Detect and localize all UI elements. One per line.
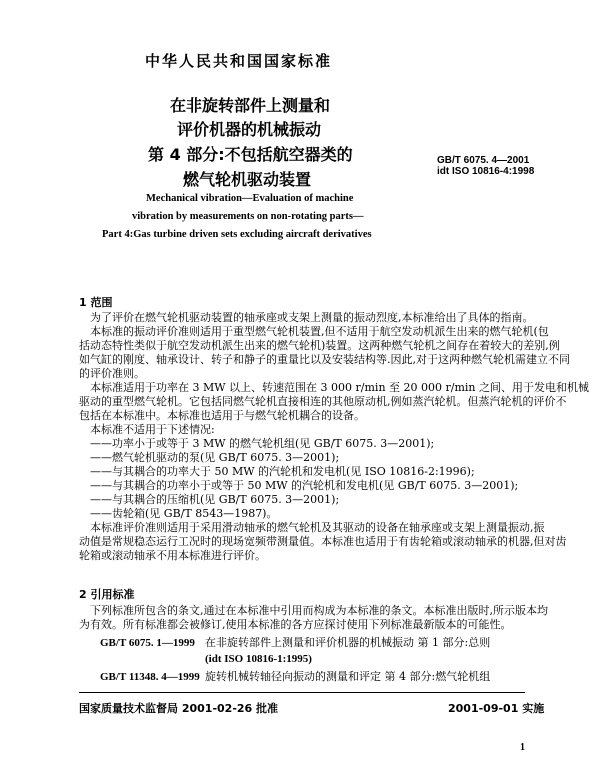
footer-divider — [79, 692, 525, 693]
title-en-line: Mechanical vibration—Evaluation of machine — [146, 193, 354, 204]
paragraph-line: 本标准适用于功率在 3 MW 以上、转速范围在 3 000 r/min 至 20 000 r/min 之间、用于发电和机械 — [90, 381, 590, 394]
list-item: ——功率小于或等于 3 MW 的燃气轮机组(见 GB/T 6075. 3—2001); — [90, 437, 435, 450]
reference-title: 在非旋转部件上测量和评价机器的机械振动 第 1 部分:总则 — [205, 636, 491, 649]
effective-date: 2001-09-01 实施 — [448, 702, 545, 715]
paragraph-line: 的评价准则。 — [79, 367, 145, 380]
paragraph-line: 为有效。所有标准都会被修订,使用本标准的各方应探讨使用下列标准最新版本的可能性。 — [79, 618, 512, 631]
paragraph-line: 为了评价在燃气轮机驱动装置的轴承座或支架上测量的振动烈度,本标准给出了具体的指南。 — [90, 311, 534, 324]
section-1-heading: 1 范围 — [79, 296, 113, 309]
title-cn-line: 评价机器的机械振动 — [177, 120, 322, 139]
list-item: ——燃气轮机驱动的泵(见 GB/T 6075. 3—2001); — [90, 451, 340, 464]
paragraph-line: 动值是常规稳态运行工况时的现场宽频带测量值。本标准也适用于有齿轮箱或滚动轴承的机器,但对齿 — [79, 535, 567, 548]
paragraph-line: 驱动的重型燃气轮机。它包括同燃气轮机直接相连的其他原动机,例如蒸汽轮机。但蒸汽轮机的评价不 — [79, 395, 567, 408]
standard-number — [437, 155, 534, 177]
title-en-line: Part 4:Gas turbine driven sets excluding aircraft derivatives — [102, 229, 372, 240]
gb-number: GB/T 6075. 4—2001 — [437, 155, 530, 166]
paragraph-line: 轮箱或滚动轴承不用本标准进行评价。 — [79, 549, 266, 562]
paragraph-line: 包括在本标准中。本标准也适用于与燃气轮机耦合的设备。 — [79, 409, 365, 422]
paragraph-line: 如气缸的刚度、轴承设计、转子和静子的重量比以及安装结构等.因此,对于这两种燃气轮机需建立不同 — [79, 353, 570, 366]
title-cn-line: 在非旋转部件上测量和 — [170, 96, 331, 115]
national-standard-header: 中华人民共和国国家标准 — [145, 52, 333, 70]
list-item: ——与其耦合的功率大于 50 MW 的汽轮机和发电机(见 ISO 10816-2:1996); — [90, 465, 475, 478]
list-item: ——齿轮箱(见 GB/T 8543—1987)。 — [90, 507, 278, 520]
paragraph-line: 本标准不适用于下述情况: — [90, 423, 215, 436]
list-item: ——与其耦合的压缩机(见 GB/T 6075. 3—2001); — [90, 493, 340, 506]
paragraph-line: 本标准评价准则适用于采用滑动轴承的燃气轮机及其驱动的设备在轴承座或支架上测量振动,振 — [90, 521, 545, 534]
approval-date: 国家质量技术监督局 2001-02-26 批准 — [79, 702, 279, 715]
paragraph-line: 下列标准所包含的条文,通过在本标准中引用而构成为本标准的条文。本标准出版时,所示版本均 — [90, 604, 548, 617]
page-number: 1 — [520, 742, 525, 753]
reference-title: 旋转机械转轴径向振动的测量和评定 第 4 部分:燃气轮机组 — [205, 670, 491, 683]
reference-number: GB/T 11348. 4—1999 — [100, 671, 200, 683]
paragraph-line: 本标准的振动评价准则适用于重型燃气轮机装置,但不适用于航空发动机派生出来的燃气轮机(包 — [90, 325, 549, 338]
title-en-line: vibration by measurements on non-rotating parts— — [132, 211, 364, 222]
section-2-heading: 2 引用标准 — [79, 588, 135, 601]
title-cn-line: 燃气轮机驱动装置 — [183, 170, 312, 189]
reference-number: GB/T 6075. 1—1999 — [100, 637, 195, 649]
idt-number: idt ISO 10816-4:1998 — [437, 166, 535, 177]
paragraph-line: 括动态特性类似于航空发动机派生出来的燃气轮机)装置。这两种燃气轮机之间存在着较大的差别,例 — [79, 339, 560, 352]
reference-title: (idt ISO 10816-1:1995) — [205, 653, 312, 665]
list-item: ——与其耦合的功率小于或等于 50 MW 的汽轮机和发电机(见 GB/T 6075. 3—2001); — [90, 479, 519, 492]
title-cn-line: 第 4 部分:不包括航空器类的 — [148, 145, 353, 164]
